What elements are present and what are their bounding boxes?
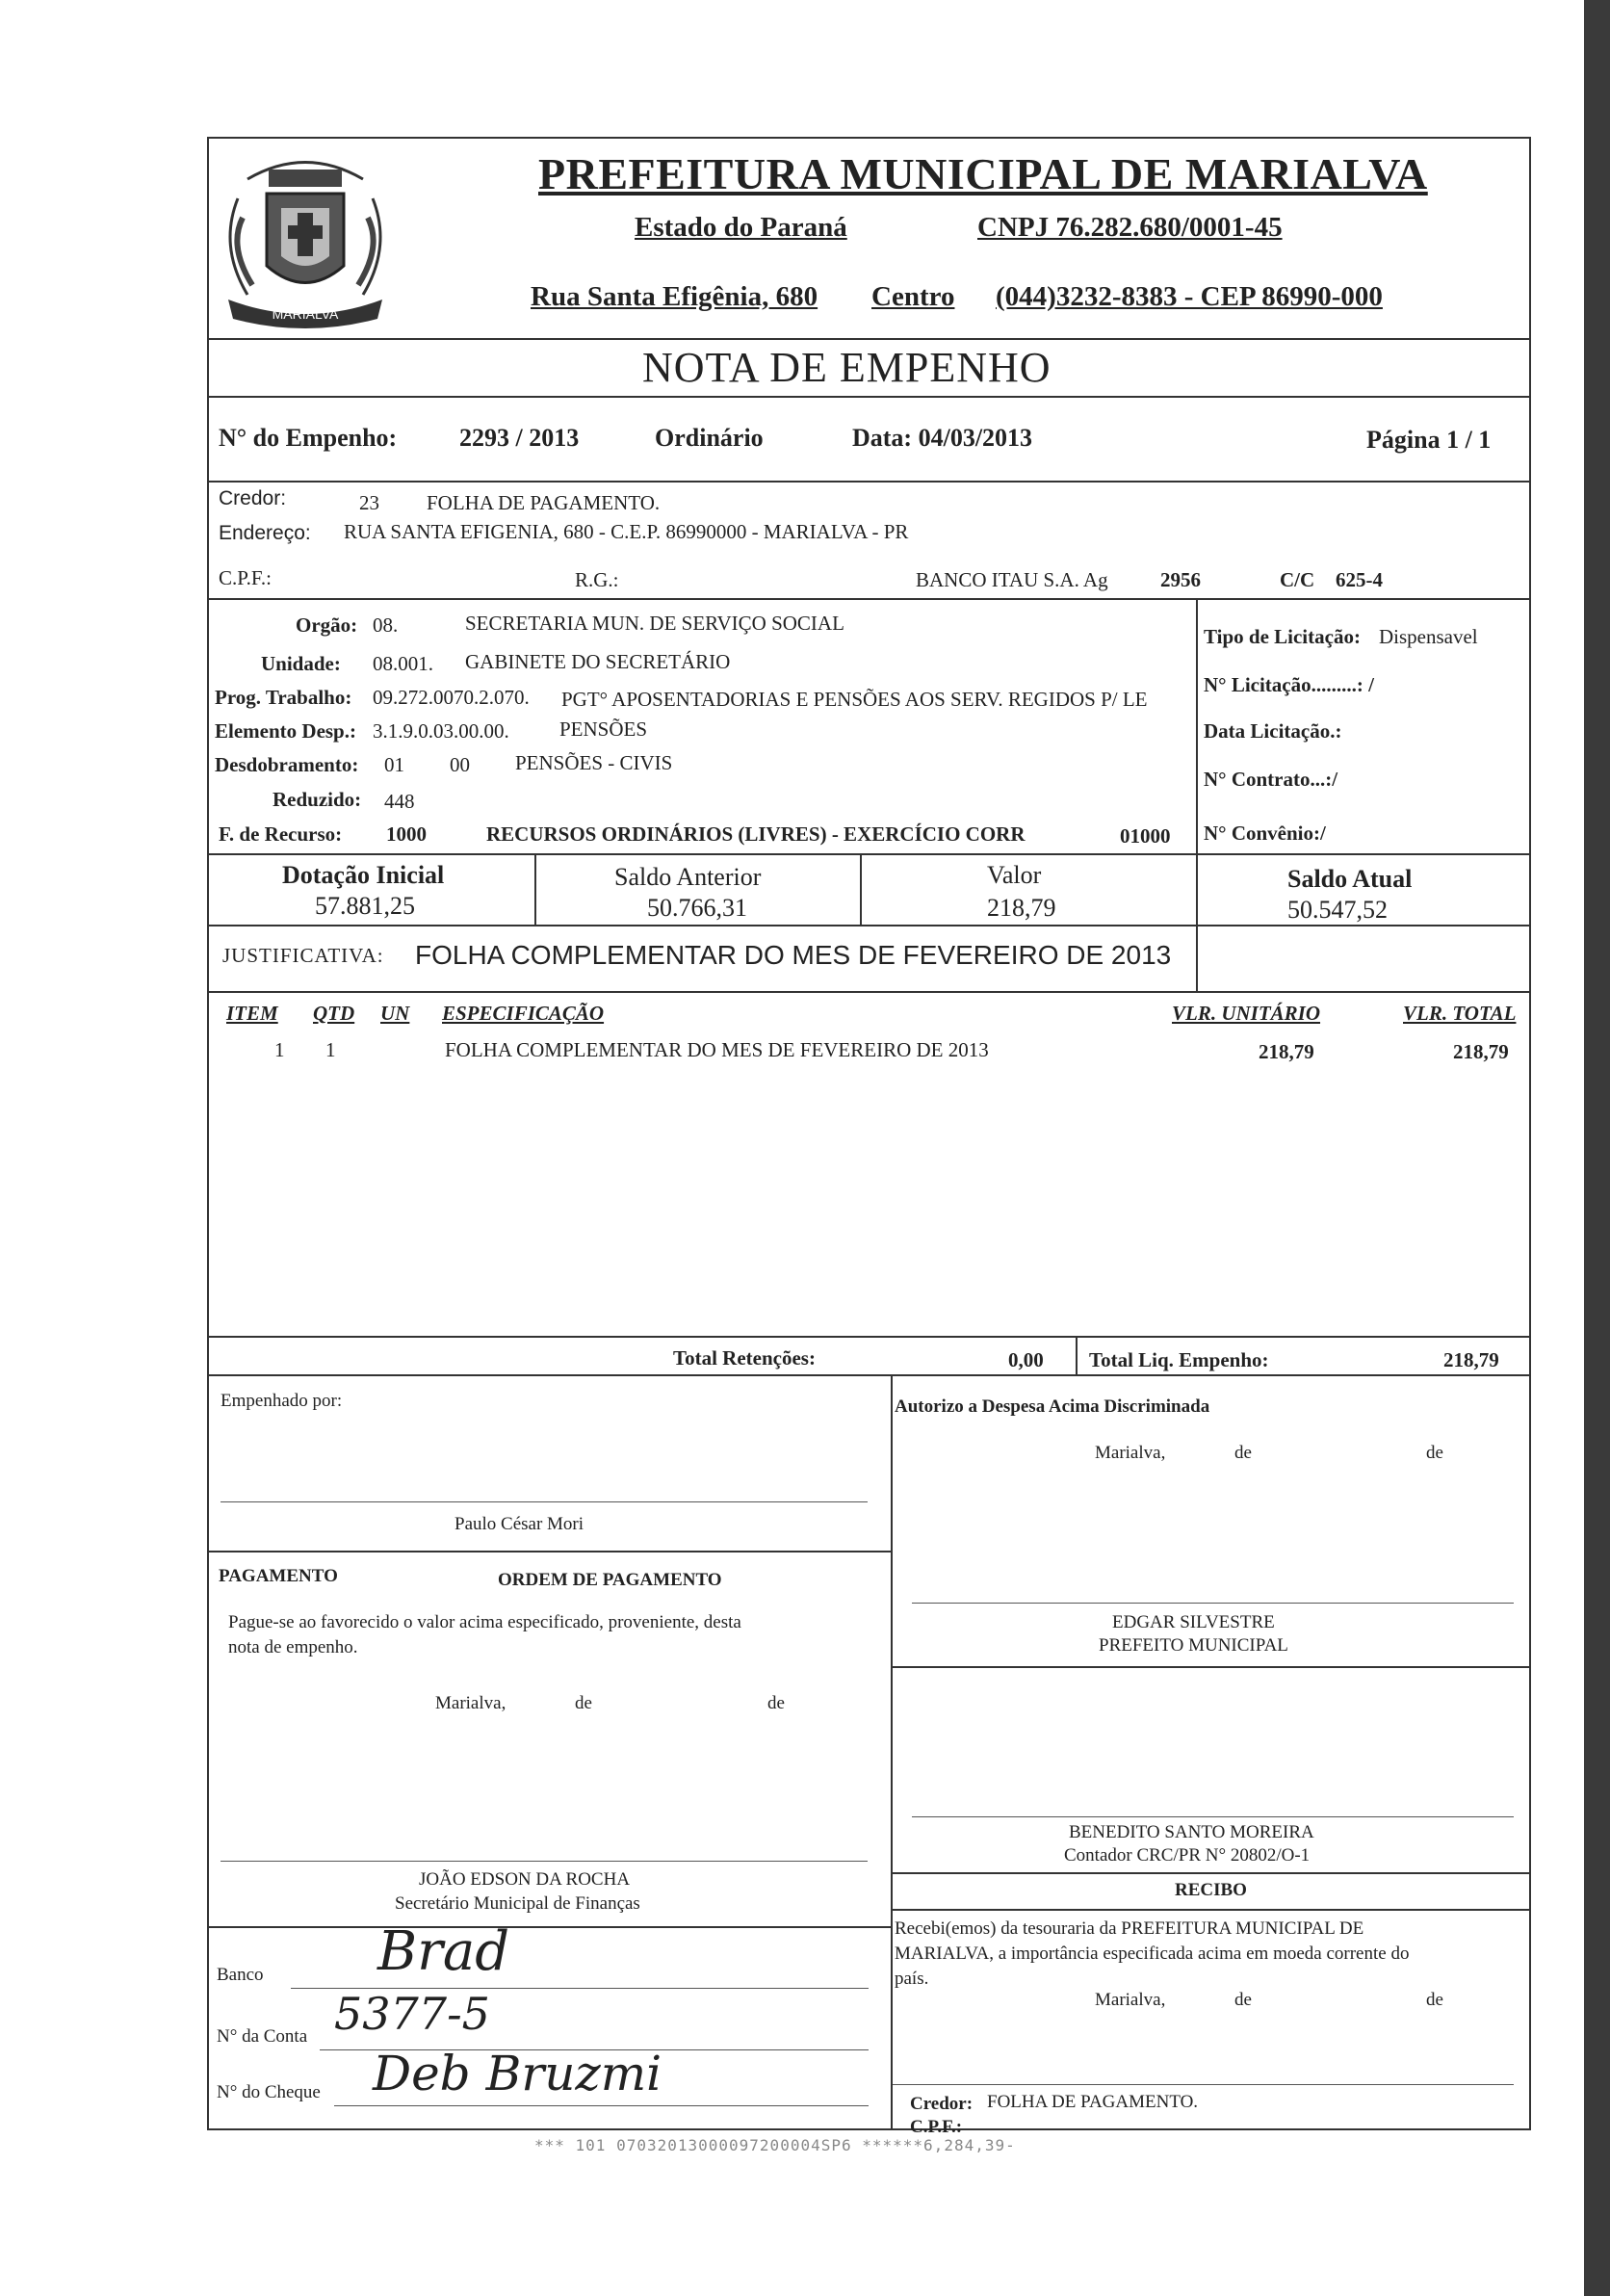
state-name: Estado do Paraná	[635, 212, 847, 243]
row-spec: FOLHA COMPLEMENTAR DO MES DE FEVEREIRO DE 2013	[445, 1038, 989, 1061]
empenho-number: 2293 / 2013	[459, 424, 580, 452]
saldo-anterior-label: Saldo Anterior	[614, 863, 762, 891]
bank-agency: 2956	[1160, 568, 1201, 591]
pagamento-city: Marialva,	[435, 1693, 506, 1713]
cheque-handwritten: Deb Bruzmi	[373, 2046, 662, 2101]
municipality-title: PREFEITURA MUNICIPAL DE MARIALVA	[538, 149, 1428, 198]
row-item: 1	[274, 1038, 285, 1061]
col-header-qtd: QTD	[313, 1002, 355, 1025]
secretario-name: JOÃO EDSON DA ROCHA	[419, 1869, 631, 1890]
col-header-spec: ESPECIFICAÇÃO	[442, 1002, 605, 1025]
desdobramento-b: 00	[450, 753, 470, 776]
saldo-anterior-value: 50.766,31	[647, 894, 747, 922]
elemento-code: 3.1.9.0.03.00.00.	[373, 719, 509, 743]
liquido-label: Total Liq. Empenho:	[1089, 1348, 1269, 1371]
contador-cargo: Contador CRC/PR N° 20802/O-1	[1064, 1845, 1311, 1866]
col-header-unit-price: VLR. UNITÁRIO	[1172, 1002, 1321, 1025]
pagamento-de-1: de	[575, 1693, 592, 1713]
contador-name: BENEDITO SANTO MOREIRA	[1069, 1822, 1314, 1842]
endereco-value: RUA SANTA EFIGENIA, 680 - C.E.P. 86990000 - MARIALVA - PR	[344, 520, 909, 543]
coat-of-arms-logo	[209, 141, 402, 338]
licitacao-numero: N° Licitação.........: /	[1204, 673, 1374, 696]
justificativa-text: FOLHA COMPLEMENTAR DO MES DE FEVEREIRO DE 2013	[415, 940, 1172, 970]
orgao-name: SECRETARIA MUN. DE SERVIÇO SOCIAL	[465, 612, 844, 635]
credor-label: Credor:	[219, 487, 287, 509]
recibo-line3: país.	[895, 1969, 929, 1989]
banco-handwritten: Brad	[377, 1920, 510, 1983]
row-total: 218,79	[1453, 1040, 1509, 1063]
pagamento-de-2: de	[767, 1693, 785, 1713]
retencoes-label: Total Retenções:	[673, 1346, 816, 1370]
recibo-line2: MARIALVA, a importância especificada acima em moeda corrente do	[895, 1944, 1410, 1964]
dotacao-value: 57.881,25	[315, 892, 415, 920]
street-address: Rua Santa Efigênia, 680	[531, 281, 818, 312]
recibo-cpf-label: C.P.F.:	[910, 2117, 963, 2137]
saldo-atual-label: Saldo Atual	[1287, 865, 1413, 893]
document-title: NOTA DE EMPENHO	[642, 344, 1052, 391]
unidade-code: 08.001.	[373, 652, 433, 675]
reduzido-value: 448	[384, 790, 415, 813]
orgao-code: 08.	[373, 613, 399, 637]
desdobramento-a: 01	[384, 753, 404, 776]
empenho-type: Ordinário	[655, 424, 764, 452]
scan-edge	[1584, 0, 1610, 2296]
prefeito-name: EDGAR SILVESTRE	[1112, 1612, 1275, 1632]
licitacao-tipo-value: Dispensavel	[1379, 625, 1478, 648]
recibo-credor-label: Credor:	[910, 2094, 974, 2114]
recurso-code: 1000	[386, 822, 427, 846]
empenhado-por-name: Paulo César Mori	[454, 1514, 584, 1534]
ordem-pagamento-label: ORDEM DE PAGAMENTO	[498, 1570, 722, 1590]
desdobramento-name: PENSÕES - CIVIS	[515, 751, 673, 774]
table-row	[209, 1036, 1531, 1075]
unidade-name: GABINETE DO SECRETÁRIO	[465, 650, 731, 673]
recurso-number: 01000	[1120, 824, 1171, 848]
page-number: Página 1 / 1	[1366, 426, 1492, 454]
reduzido-label: Reduzido:	[273, 788, 362, 811]
cc-value: 625-4	[1336, 568, 1383, 591]
autorizo-de-2: de	[1426, 1443, 1443, 1463]
elemento-name: PENSÕES	[559, 718, 648, 741]
pagamento-text-line2: nota de empenho.	[228, 1637, 358, 1657]
bank-name: BANCO ITAU S.A. Ag	[916, 568, 1108, 591]
recibo-credor-name: FOLHA DE PAGAMENTO.	[987, 2092, 1199, 2112]
valor-label: Valor	[987, 861, 1042, 889]
recibo-label: RECIBO	[1175, 1880, 1247, 1900]
col-header-total: VLR. TOTAL	[1403, 1002, 1517, 1025]
cpf-label: C.P.F.:	[219, 566, 272, 589]
autorizo-city: Marialva,	[1095, 1443, 1166, 1463]
recibo-de-1: de	[1234, 1990, 1252, 2010]
row-qtd: 1	[325, 1038, 336, 1061]
cnpj: CNPJ 76.282.680/0001-45	[977, 212, 1283, 243]
nota-de-empenho-form	[207, 137, 1531, 2137]
valor-value: 218,79	[987, 894, 1056, 922]
convenio-number: N° Convênio:/	[1204, 822, 1326, 845]
empenhado-por-label: Empenhado por:	[221, 1391, 343, 1411]
machine-validation-stamp: *** 101 07032013000097200004SP6 ******6,284,39-	[534, 2136, 1016, 2154]
empenho-date: Data: 04/03/2013	[852, 424, 1033, 452]
autorizo-de-1: de	[1234, 1443, 1252, 1463]
district: Centro	[871, 281, 955, 312]
col-header-item: ITEM	[226, 1002, 278, 1025]
licitacao-tipo-label: Tipo de Licitação:	[1204, 625, 1361, 648]
contrato-number: N° Contrato...:/	[1204, 768, 1338, 791]
recibo-de-2: de	[1426, 1990, 1443, 2010]
coat-of-arms-banner-text: MARIALVA	[272, 306, 339, 322]
desdobramento-label: Desdobramento:	[215, 753, 359, 776]
col-header-un: UN	[380, 1002, 410, 1025]
credor-name: FOLHA DE PAGAMENTO.	[427, 491, 661, 514]
elemento-label: Elemento Desp.:	[215, 719, 356, 743]
unidade-label: Unidade:	[261, 652, 341, 675]
conta-handwritten: 5377-5	[334, 1988, 490, 2040]
recibo-city: Marialva,	[1095, 1990, 1166, 2010]
rg-label: R.G.:	[575, 568, 619, 591]
pagamento-text-line1: Pague-se ao favorecido o valor acima especificado, proveniente, desta	[228, 1612, 741, 1632]
justificativa-label: JUSTIFICATIVA:	[222, 944, 384, 967]
cc-label: C/C	[1280, 568, 1315, 591]
prog-label: Prog. Trabalho:	[215, 686, 352, 709]
phone-and-cep: (044)3232-8383 - CEP 86990-000	[996, 281, 1383, 312]
banco-label: Banco	[217, 1965, 264, 1985]
recibo-line1: Recebi(emos) da tesouraria da PREFEITURA MUNICIPAL DE	[895, 1918, 1364, 1939]
row-unit-price: 218,79	[1259, 1040, 1314, 1063]
cheque-label: N° do Cheque	[217, 2082, 321, 2102]
licitacao-data: Data Licitação.:	[1204, 719, 1342, 743]
liquido-value: 218,79	[1443, 1348, 1499, 1371]
recurso-label: F. de Recurso:	[219, 822, 343, 846]
conta-label: N° da Conta	[217, 2026, 308, 2047]
prog-name: PGT° APOSENTADORIAS E PENSÕES AOS SERV. REGIDOS P/ LE	[561, 688, 1148, 711]
retencoes-value: 0,00	[1008, 1348, 1044, 1371]
empenho-number-label: N° do Empenho:	[219, 424, 398, 452]
recurso-name: RECURSOS ORDINÁRIOS (LIVRES) - EXERCÍCIO CORR	[486, 822, 1026, 846]
credor-code: 23	[359, 491, 379, 514]
endereco-label: Endereço:	[219, 522, 311, 544]
prefeito-cargo: PREFEITO MUNICIPAL	[1099, 1635, 1288, 1656]
autorizo-label: Autorizo a Despesa Acima Discriminada	[895, 1396, 1210, 1417]
prog-code: 09.272.0070.2.070.	[373, 686, 530, 709]
dotacao-label: Dotação Inicial	[282, 861, 445, 889]
orgao-label: Orgão:	[296, 613, 358, 637]
pagamento-label: PAGAMENTO	[219, 1566, 338, 1586]
saldo-atual-value: 50.547,52	[1287, 896, 1388, 924]
secretario-cargo: Secretário Municipal de Finanças	[395, 1893, 640, 1914]
